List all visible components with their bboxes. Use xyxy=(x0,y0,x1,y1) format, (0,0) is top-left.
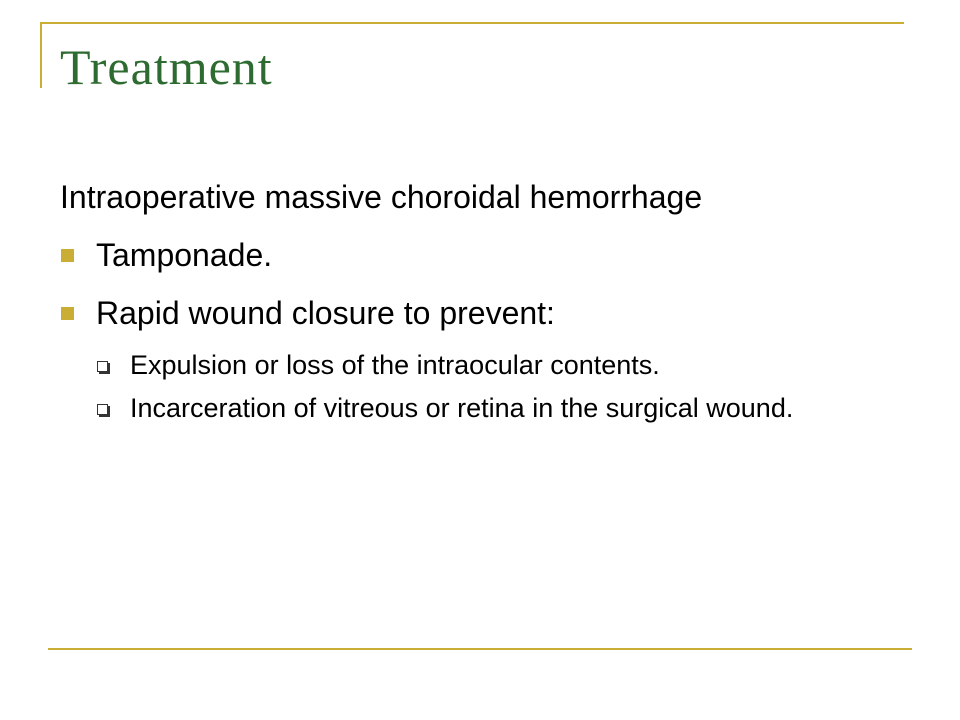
lead-line: Intraoperative massive choroidal hemorrhage xyxy=(60,179,703,215)
square-bullet-icon xyxy=(61,307,74,320)
slide-body xyxy=(60,174,880,434)
sub-bullet-text: Incarceration of vitreous or retina in the surgical wound. xyxy=(130,393,794,423)
sub-bullet-item-incarceration xyxy=(60,391,880,425)
slide-title: Treatment xyxy=(60,39,273,95)
hollow-square-bullet-icon xyxy=(97,404,108,415)
hollow-square-bullet-icon xyxy=(97,361,108,372)
sub-bullet-item-expulsion xyxy=(60,348,880,382)
bullet-item-tamponade xyxy=(60,232,880,278)
sub-bullet-text: Expulsion or loss of the intraocular contents. xyxy=(130,350,660,380)
bullet-text: Tamponade. xyxy=(96,237,273,273)
square-bullet-icon xyxy=(61,249,74,262)
top-border-line xyxy=(40,22,904,24)
left-border-line xyxy=(40,22,42,88)
bullet-text: Rapid wound closure to prevent: xyxy=(96,295,555,331)
bottom-border-line xyxy=(48,648,912,650)
bullet-item-wound-closure xyxy=(60,290,880,336)
